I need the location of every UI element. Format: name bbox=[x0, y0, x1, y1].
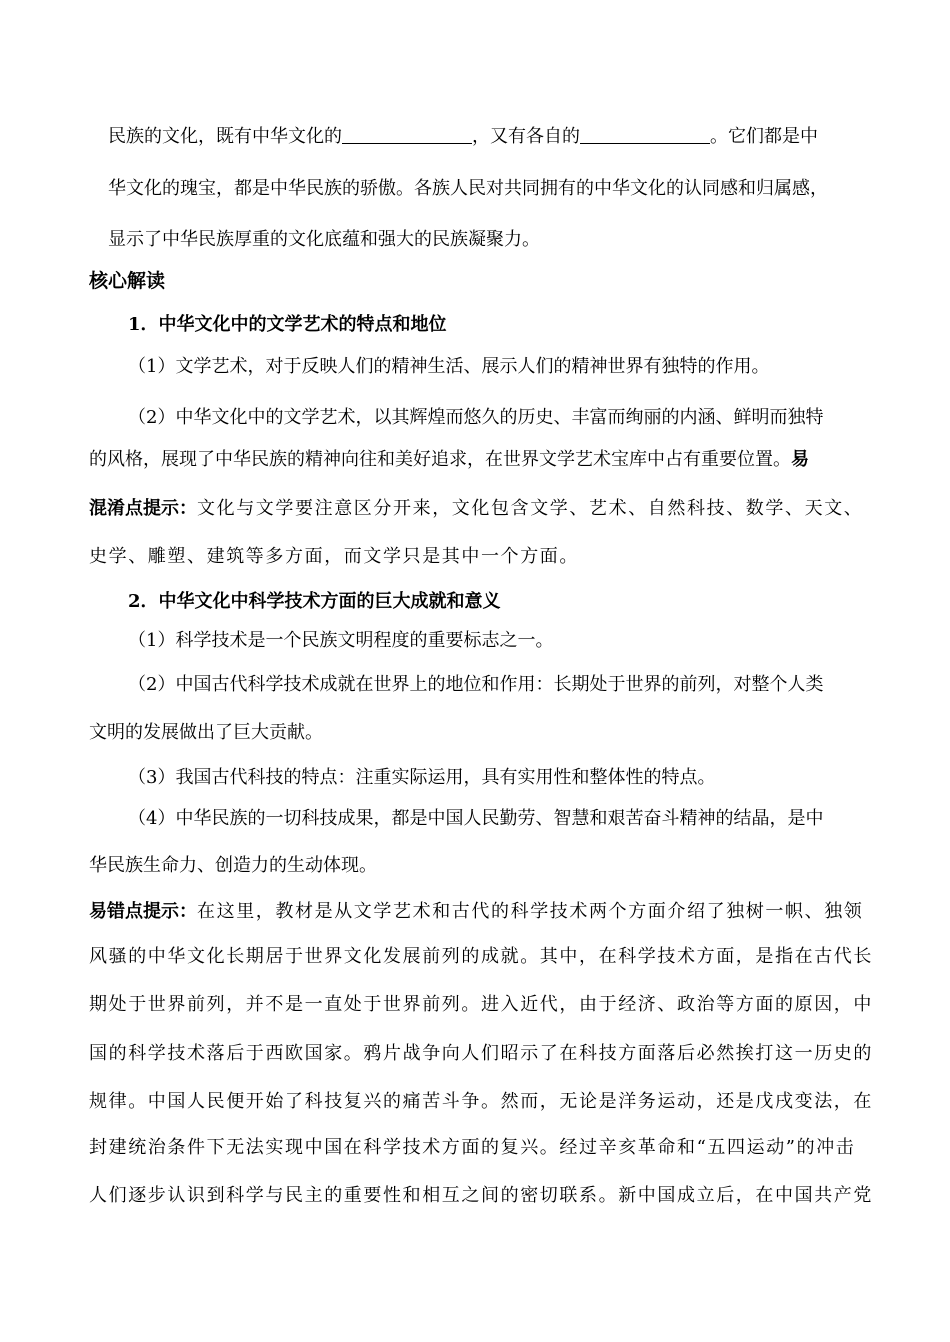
p3-line-7: 人们逐步认识到科学与民主的重要性和相互之间的密切联系。新中国成立后，在中国共产党 bbox=[89, 1185, 873, 1206]
p2-item-4a: （4）中华民族的一切科技成果，都是中国人民勤劳、智慧和艰苦奋斗精神的结晶，是中 bbox=[128, 808, 824, 829]
p3-line-6: 封建统治条件下无法实现中国在科学技术方面的复兴。经过辛亥革命和“五四运动”的冲击 bbox=[89, 1137, 856, 1158]
p1-title: 1．中华文化中的文学艺术的特点和地位 bbox=[128, 314, 447, 335]
p2-title: 2．中华文化中科学技术方面的巨大成就和意义 bbox=[128, 591, 501, 612]
p1-item-2b bbox=[89, 447, 809, 473]
p3-line-5: 规律。中国人民便开始了科技复兴的痛苦斗争。然而，无论是洋务运动，还是戊戌变法，在 bbox=[89, 1091, 873, 1112]
p3-line-4: 国的科学技术落后于西欧国家。鸦片战争向人们昭示了在科技方面落后必然挨打这一历史的 bbox=[89, 1043, 873, 1064]
intro-line-1 bbox=[108, 124, 818, 150]
p1-tip-label-a: 易 bbox=[791, 449, 809, 470]
p2-item-1: （1）科学技术是一个民族文明程度的重要标志之一。 bbox=[128, 630, 554, 651]
fill-blank-2[interactable] bbox=[580, 125, 710, 144]
section-title: 核心解读 bbox=[89, 270, 166, 292]
p2-item-4b: 华民族生命力、创造力的生动体现。 bbox=[89, 855, 377, 876]
p1-tip-label-b: 混淆点提示： bbox=[89, 498, 197, 519]
fill-blank-1[interactable] bbox=[342, 125, 472, 144]
intro-line-2: 华文化的瑰宝，都是中华民族的骄傲。各族人民对共同拥有的中华文化的认同感和归属感， bbox=[108, 178, 828, 199]
p3-label: 易错点提示： bbox=[89, 901, 197, 922]
p3-text-1: 在这里，教材是从文学艺术和古代的科学技术两个方面介绍了独树一帜、独领 bbox=[197, 901, 864, 922]
p2-item-2b: 文明的发展做出了巨大贡献。 bbox=[89, 722, 323, 743]
p1-item-1: （1）文学艺术，对于反映人们的精神生活、展示人们的精神世界有独特的作用。 bbox=[128, 356, 770, 377]
p3-line-2: 风骚的中华文化长期居于世界文化发展前列的成就。其中，在科学技术方面，是指在古代长 bbox=[89, 946, 873, 967]
intro-line-3: 显示了中华民族厚重的文化底蕴和强大的民族凝聚力。 bbox=[108, 229, 540, 250]
intro-text-1b: ，又有各自的 bbox=[472, 126, 580, 147]
p3-line-1 bbox=[89, 899, 863, 925]
p2-item-2a: （2）中国古代科学技术成就在世界上的地位和作用：长期处于世界的前列，对整个人类 bbox=[128, 674, 824, 695]
p1-tip-line-1 bbox=[89, 496, 863, 522]
intro-text-1c: 。它们都是中 bbox=[710, 126, 818, 147]
p1-tip-line-2: 史学、雕塑、建筑等多方面，而文学只是其中一个方面。 bbox=[89, 546, 579, 567]
p1-tip-text-a: 文化与文学要注意区分开来，文化包含文学、艺术、自然科技、数学、天文、 bbox=[197, 498, 864, 519]
p3-line-3: 期处于世界前列，并不是一直处于世界前列。进入近代，由于经济、政治等方面的原因，中 bbox=[89, 994, 873, 1015]
p1-item-2b-text: 的风格，展现了中华民族的精神向往和美好追求，在世界文学艺术宝库中占有重要位置。 bbox=[89, 449, 791, 470]
p1-item-2a: （2）中华文化中的文学艺术，以其辉煌而悠久的历史、丰富而绚丽的内涵、鲜明而独特 bbox=[128, 407, 824, 428]
intro-text-1a: 民族的文化，既有中华文化的 bbox=[108, 126, 342, 147]
p2-item-3: （3）我国古代科技的特点：注重实际运用，具有实用性和整体性的特点。 bbox=[128, 767, 716, 788]
